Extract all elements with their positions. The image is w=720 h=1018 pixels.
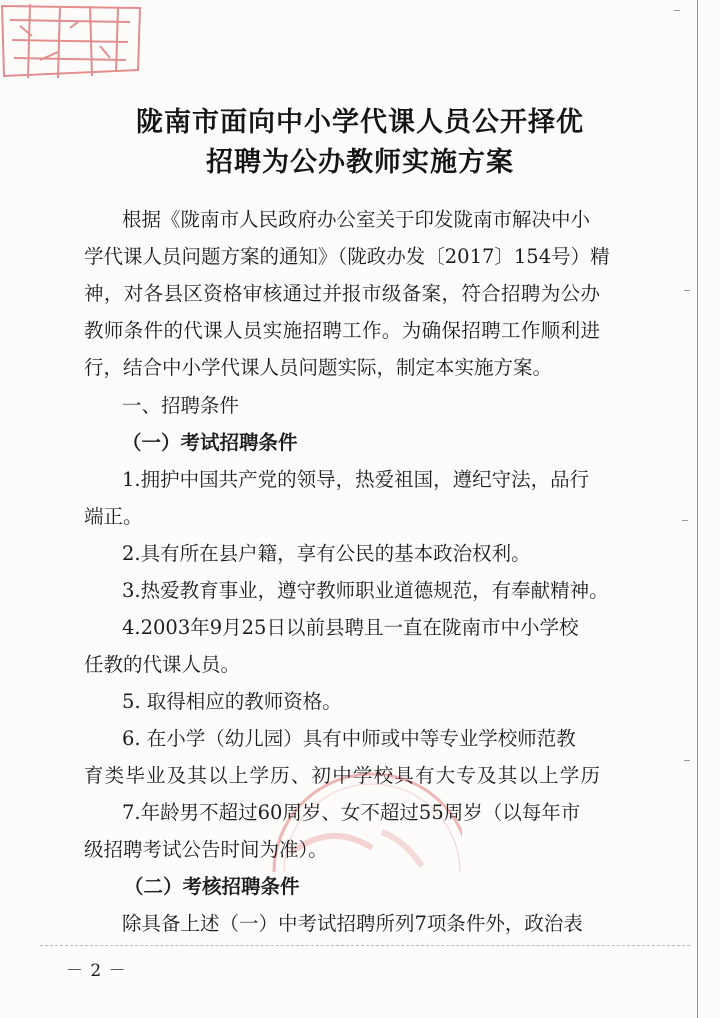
document-title-line-1: 陇南市面向中小学代课人员公开择优 <box>136 107 584 138</box>
body-line: 育类毕业及其以上学历、初中学校具有大专及其以上学历 <box>84 764 600 787</box>
body-line: 教师条件的代课人员实施招聘工作。为确保招聘工作顺利进 <box>84 319 600 342</box>
body-line: 端正。 <box>84 505 143 528</box>
scan-dotted-line <box>40 945 690 947</box>
body-line: 4.2003年9月25日以前县聘且一直在陇南市中小学校 <box>122 616 579 639</box>
body-line: 除具备上述（一）中考试招聘所列7项条件外，政治表 <box>122 912 583 935</box>
body-line: 2.具有所在县户籍，享有公民的基本政治权利。 <box>122 542 531 565</box>
scan-mark <box>684 760 690 761</box>
stamp-mark <box>0 0 150 84</box>
body-line: 学代课人员问题方案的通知》（陇政办发〔2017〕154号）精 <box>84 245 610 268</box>
scan-mark <box>682 520 688 521</box>
body-line: 根据《陇南市人民政府办公室关于印发陇南市解决中小 <box>122 208 591 231</box>
subsection-heading: （一）考试招聘条件 <box>122 431 298 454</box>
body-line: 6. 在小学（幼儿园）具有中师或中等专业学校师范教 <box>122 727 576 750</box>
section-heading: 一、招聘条件 <box>122 394 240 417</box>
body-line: 7.年龄男不超过60周岁、女不超过55周岁（以每年市 <box>122 801 581 824</box>
page-number: － 2 － <box>66 961 127 981</box>
page-edge <box>697 0 698 1018</box>
scan-mark <box>674 10 680 11</box>
scan-mark <box>684 290 690 291</box>
body-line: 任教的代课人员。 <box>84 653 241 676</box>
body-line: 神，对各县区资格审核通过并报市级备案，符合招聘为公办 <box>84 282 600 305</box>
body-line: 5. 取得相应的教师资格。 <box>122 690 342 713</box>
document-title-line-2: 招聘为公办教师实施方案 <box>206 147 514 178</box>
body-line: 行，结合中小学代课人员问题实际，制定本实施方案。 <box>84 356 553 379</box>
body-line: 3.热爱教育事业，遵守教师职业道德规范，有奉献精神。 <box>122 579 609 602</box>
subsection-heading: （二）考核招聘条件 <box>124 875 300 898</box>
body-line: 级招聘考试公告时间为准）。 <box>84 838 328 861</box>
body-line: 1.拥护中国共产党的领导，热爱祖国，遵纪守法，品行 <box>122 468 590 491</box>
